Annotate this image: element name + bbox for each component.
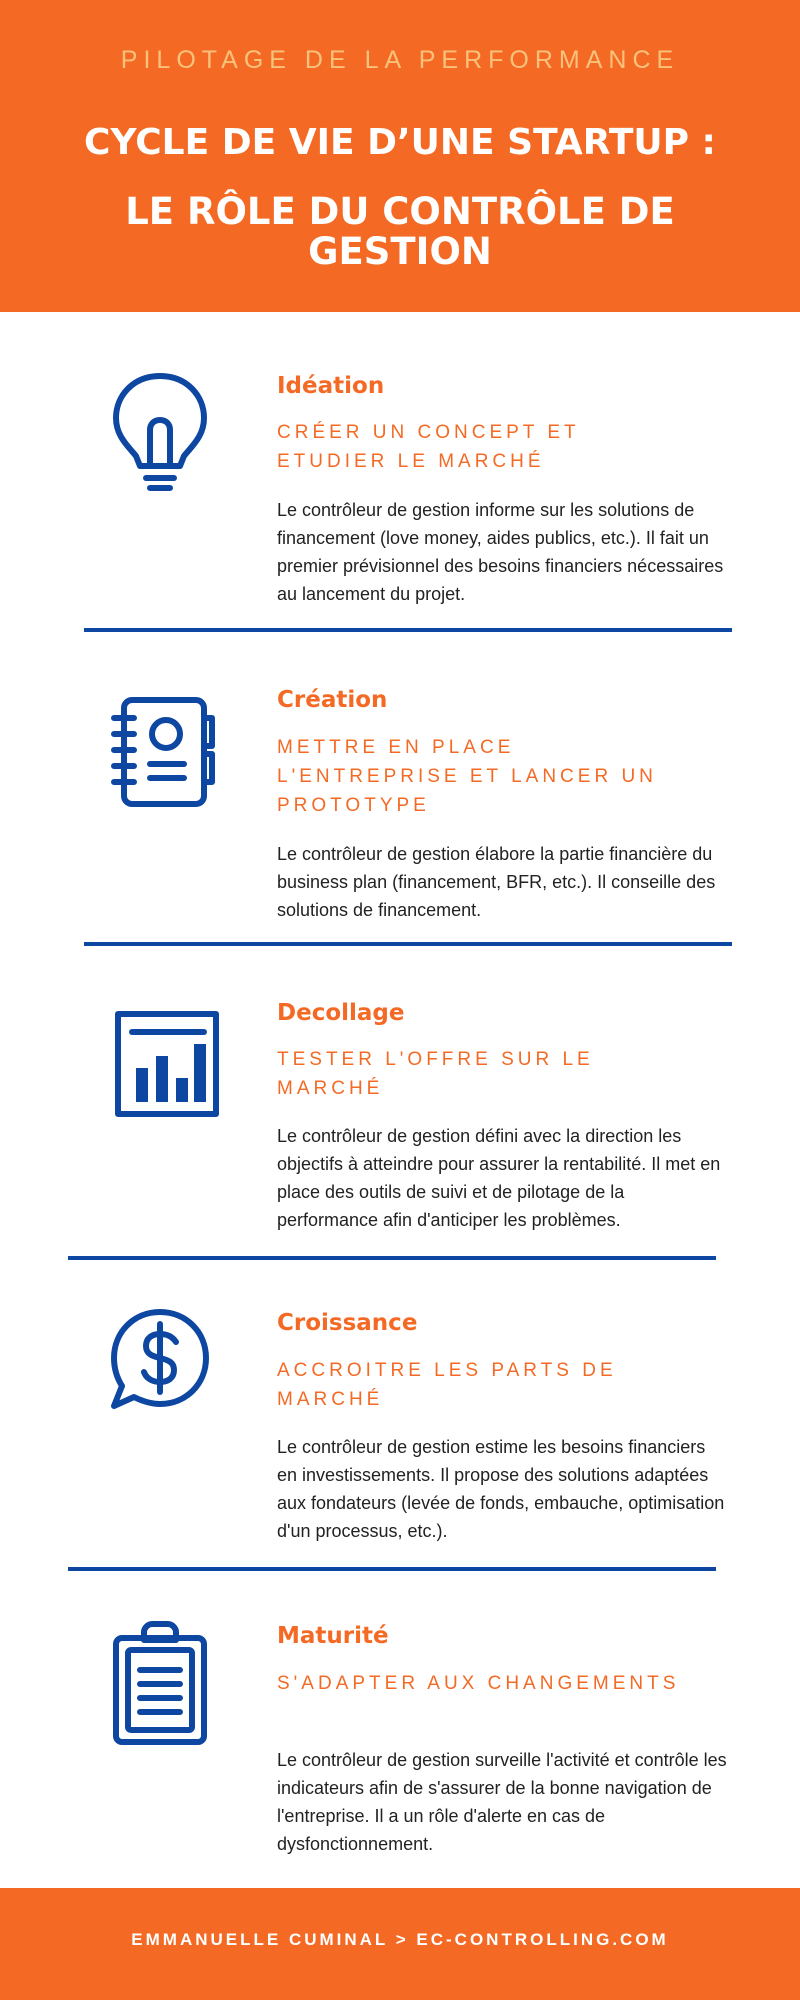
bar-chart-icon (100, 1000, 220, 1130)
section-subtitle: S'ADAPTER AUX CHANGEMENTS (277, 1673, 680, 1694)
header-kicker: PILOTAGE DE LA PERFORMANCE (120, 46, 680, 74)
section-subtitle: METTRE EN PLACE L'ENTREPRISE ET LANCER UN PROTOTYPE (277, 737, 657, 816)
page-title-line2: LE RÔLE DU CONTRÔLE DE GESTION (125, 190, 675, 273)
section-body: Le contrôleur de gestion surveille l'activité et contrôle les indicateurs afin de s'assurer de la bonne navigation de l'entreprise. Il a un rôle d'alerte en cas de dysfonctionnement. (277, 1750, 727, 1854)
section-divider (68, 1256, 716, 1260)
page-title-line1: CYCLE DE VIE D’UNE STARTUP : (84, 122, 716, 163)
section-body: Le contrôleur de gestion défini avec la direction les objectifs à atteindre pour assurer la rentabilité. Il met en place des outils de suivi et de pilotage de la performance afin d'anticiper les problèmes. (277, 1126, 721, 1230)
section-subtitle: CRÉER UN CONCEPT ET ETUDIER LE MARCHÉ (277, 422, 580, 472)
address-book-icon (100, 688, 220, 818)
dollar-speech-bubble-icon (100, 1300, 220, 1430)
lightbulb-icon (100, 368, 220, 498)
clipboard-icon (100, 1618, 220, 1748)
section-body: Le contrôleur de gestion informe sur les solutions de financement (love money, aides publics, etc.). Il fait un premier prévisionnel des besoins financiers nécessaires au lancement du projet. (277, 500, 724, 604)
section-title: Croissance (277, 1310, 418, 1336)
footer-credit: EMMANUELLE CUMINAL > EC-CONTROLLING.COM (131, 1930, 669, 1949)
section-divider (68, 1567, 716, 1571)
section-subtitle: ACCROITRE LES PARTS DE MARCHÉ (277, 1360, 617, 1410)
header-banner (0, 0, 800, 312)
section-subtitle: TESTER L'OFFRE SUR LE MARCHÉ (277, 1049, 594, 1099)
section-body: Le contrôleur de gestion estime les besoins financiers en investissements. Il propose des solutions adaptées aux fondateurs (levée de fonds, embauche, optimisation d'un processus, etc.). (277, 1437, 725, 1541)
footer-banner (0, 1888, 800, 2000)
section-title: Maturité (277, 1623, 389, 1649)
section-divider (84, 628, 732, 632)
section-title: Idéation (277, 373, 385, 399)
section-title: Decollage (277, 1000, 405, 1026)
section-divider (84, 942, 732, 946)
section-body: Le contrôleur de gestion élabore la partie financière du business plan (financement, BFR, etc.). Il conseille des solutions de financement. (277, 844, 716, 920)
section-title: Création (277, 687, 388, 713)
